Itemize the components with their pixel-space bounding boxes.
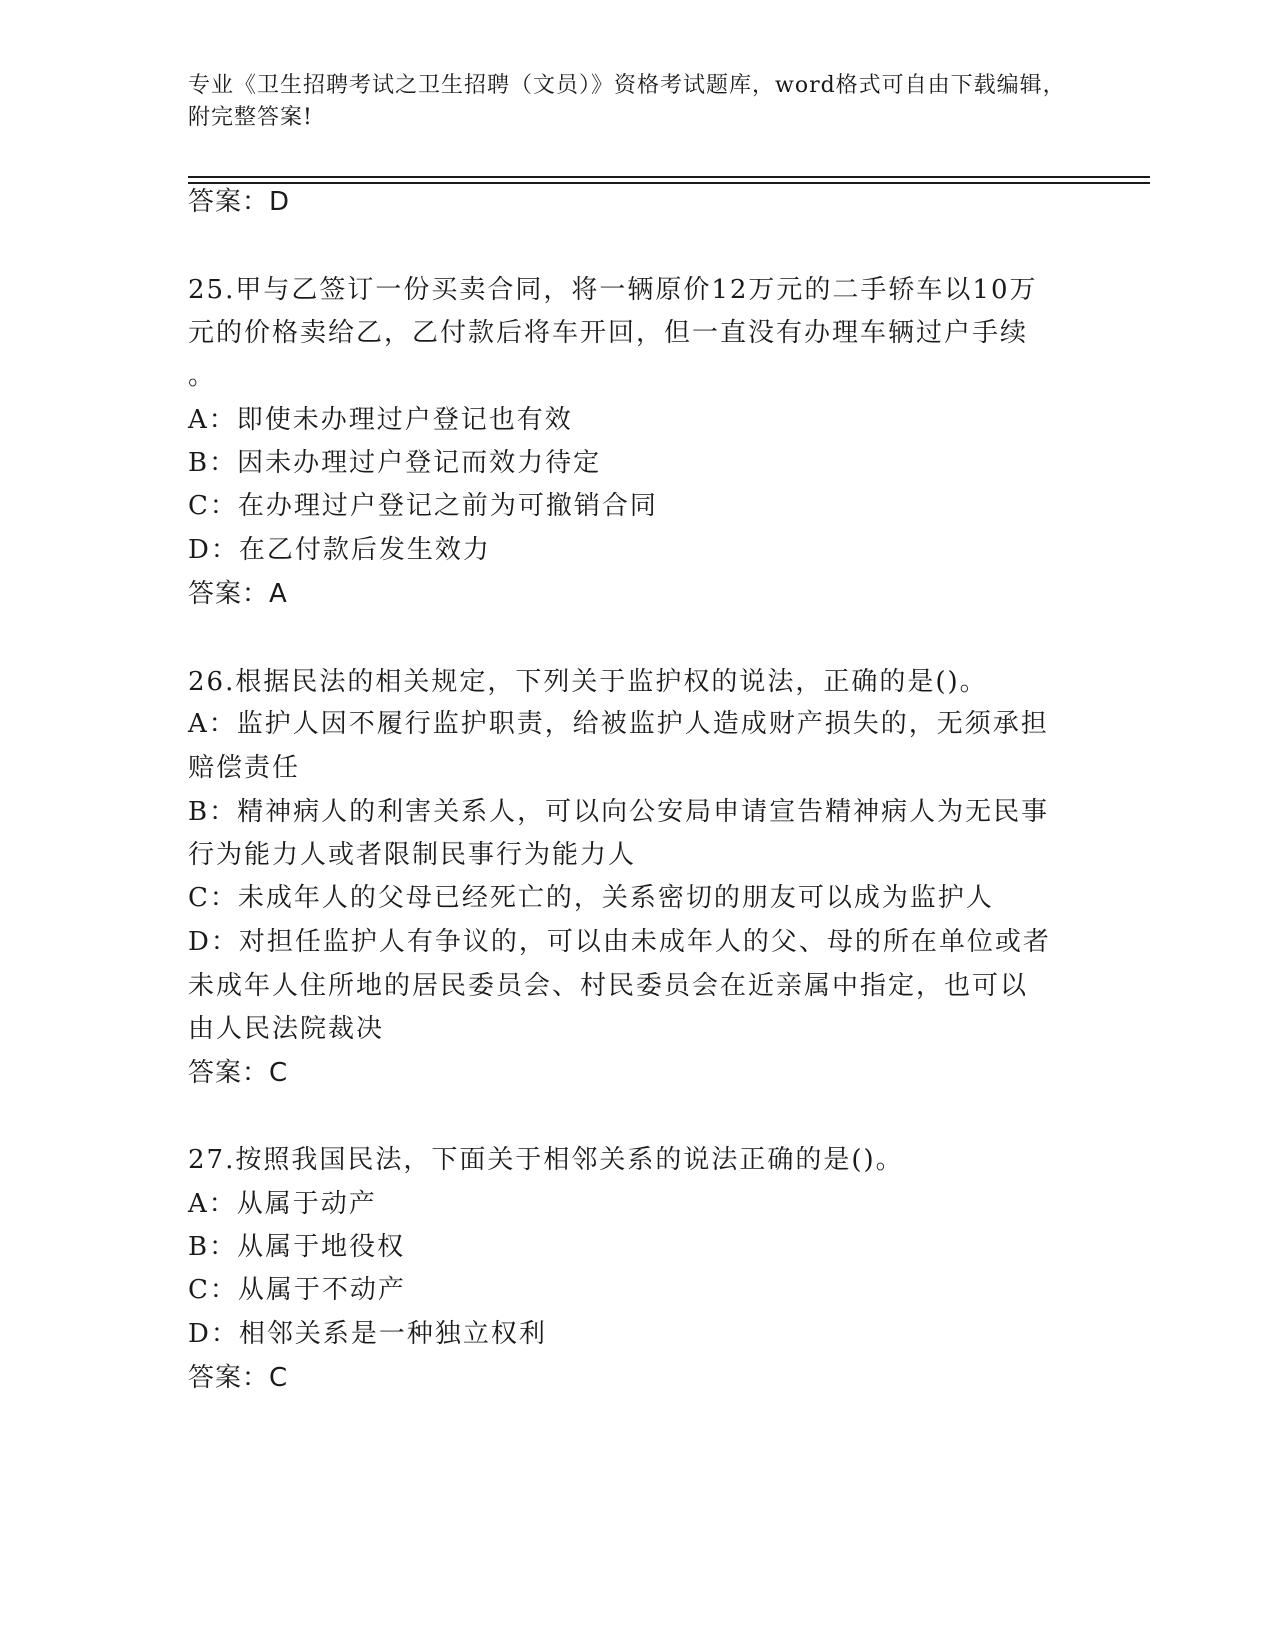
header-text: 专业《卫生招聘考试之卫生招聘（文员）》资格考试题库，word格式可自由下载编辑，附完整答案! xyxy=(188,73,1066,130)
q26-option-d-line-1: D：对担任监护人有争议的，可以由未成年人的父、母的所在单位或者 xyxy=(188,927,1051,957)
q27-answer: 答案：C xyxy=(188,1363,289,1393)
q27-stem-line-1: 27.按照我国民法，下面关于相邻关系的说法正确的是()。 xyxy=(188,1145,904,1175)
q26-option-c: C：未成年人的父母已经死亡的，关系密切的朋友可以成为监护人 xyxy=(188,883,994,913)
q27-option-a: A：从属于动产 xyxy=(188,1189,377,1219)
q25-option-b: B：因未办理过户登记而效力待定 xyxy=(188,448,602,478)
q25-option-c: C：在办理过户登记之前为可撤销合同 xyxy=(188,491,658,521)
q27-option-c: C：从属于不动产 xyxy=(188,1275,406,1305)
q25-stem-line-2: 元的价格卖给乙，乙付款后将车开回，但一直没有办理车辆过户手续 xyxy=(188,318,1029,348)
header-rule-bottom xyxy=(188,182,1150,184)
q26-option-b-line-1: B：精神病人的利害关系人，可以向公安局申请宣告精神病人为无民事 xyxy=(188,797,1050,827)
q26-option-a-line-2: 赔偿责任 xyxy=(188,753,301,783)
previous-answer: 答案：D xyxy=(188,187,291,217)
header-rule-top xyxy=(188,176,1150,178)
q26-answer: 答案：C xyxy=(188,1058,289,1088)
q26-option-d-line-2: 未成年人住所地的居民委员会、村民委员会在近亲属中指定，也可以 xyxy=(188,971,1029,1001)
q27-option-d: D：相邻关系是一种独立权利 xyxy=(188,1319,547,1349)
q25-option-a: A：即使未办理过户登记也有效 xyxy=(188,405,573,435)
q26-option-b-line-2: 行为能力人或者限制民事行为能力人 xyxy=(188,840,637,870)
q25-option-d: D：在乙付款后发生效力 xyxy=(188,535,491,565)
q27-option-b: B：从属于地役权 xyxy=(188,1232,406,1262)
q25-stem-line-3: 。 xyxy=(188,361,217,391)
q26-option-d-line-3: 由人民法院裁决 xyxy=(188,1014,385,1044)
q25-stem-line-1: 25.甲与乙签订一份买卖合同，将一辆原价12万元的二手轿车以10万 xyxy=(188,275,1038,305)
q26-option-a-line-1: A：监护人因不履行监护职责，给被监护人造成财产损失的，无须承担 xyxy=(188,709,1049,739)
q26-stem-line-1: 26.根据民法的相关规定，下列关于监护权的说法，正确的是()。 xyxy=(188,667,988,697)
q25-answer: 答案：A xyxy=(188,579,288,609)
